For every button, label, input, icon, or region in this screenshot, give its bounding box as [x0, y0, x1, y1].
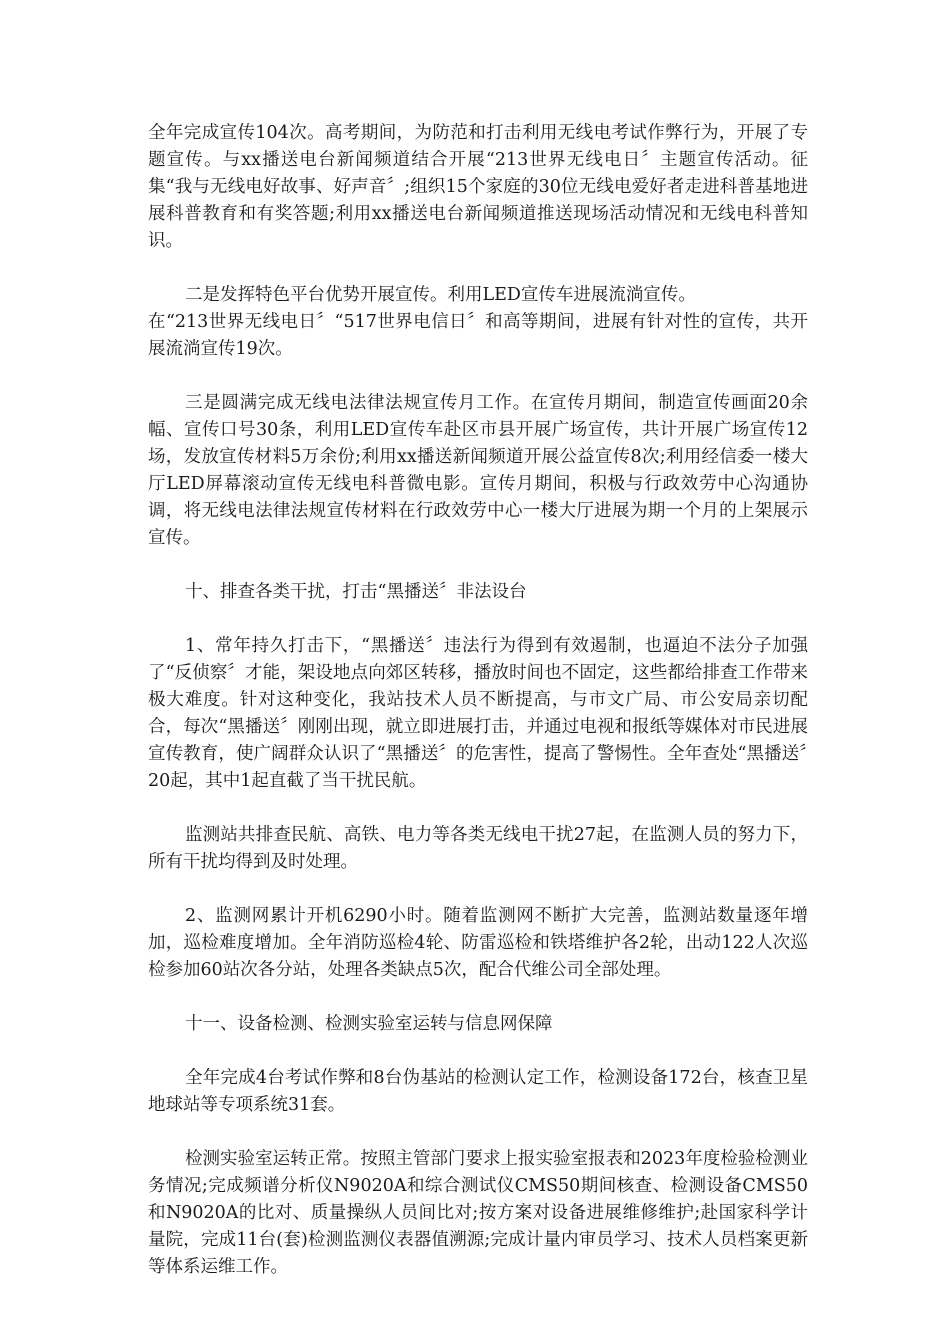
paragraph-device-testing: 全年完成4台考试作弊和8台伪基站的检测认定工作，检测设备172台，核查卫星地球站等专项系统31套。 — [148, 1068, 808, 1115]
paragraph-lab-operation: 检测实验室运转正常。按照主管部门要求上报实验室报表和2023年度检验检测业务情况;完成频谱分析仪N9020A和综合测试仪CMS50期间核查、检测设备CMS50和N9020A的比对、质量操纵人员间比对;按方案对设备进展维修维护;赴国家科学计量院，完成11台(套)检测监测仪表器值溯源;完成计量内审员学习、技术人员档案更新等体系运维工作。 — [148, 1149, 808, 1277]
paragraph-led-truck: 二是发挥特色平台优势开展宣传。利用LED宣传车进展流淌宣传。 — [185, 285, 696, 305]
paragraph-monitoring-network: 2、监测网累计开机6290小时。随着监测网不断扩大完善，监测站数量逐年增加，巡检难度增加。全年消防巡检4轮、防雷巡检和铁塔维护各2轮，出动122人次巡检参加60站次各分站，处理各类缺点5次，配合代维公司全部处理。 — [148, 906, 808, 980]
paragraph-black-broadcast: 1、常年持久打击下，“黑播送〞违法行为得到有效遏制，也逼迫不法分子加强了“反侦察〞才能，架设地点向郊区转移，播放时间也不固定，这些都给排查工作带来极大难度。针对这种变化，我站技术人员不断提高，与市文广局、市公安局亲切配合，每次“黑播送〞刚刚出现，就立即进展打击，并通过电视和报纸等媒体对市民进展宣传教育，使广阔群众认识了“黑播送〞的危害性，提高了警惕性。全年查处“黑播送〞20起，其中1起直截了当干扰民航。 — [148, 636, 808, 791]
section-heading-10: 十、排查各类干扰，打击“黑播送〞非法设台 — [185, 582, 527, 602]
paragraph-interference: 监测站共排查民航、高铁、电力等各类无线电干扰27起，在监测人员的努力下，所有干扰均得到及时处理。 — [148, 825, 808, 872]
document-body — [148, 120, 808, 1308]
paragraph-publicity-summary: 全年完成宣传104次。高考期间，为防范和打击利用无线电考试作弊行为，开展了专题宣传。与xx播送电台新闻频道结合开展“213世界无线电日〞主题宣传活动。征集“我与无线电好故事、好声音〞;组织15个家庭的30位无线电爱好者走进科普基地进展科普教育和有奖答题;利用xx播送电台新闻频道推送现场活动情况和无线电科普知识。 — [148, 123, 808, 251]
paragraph-mobile-publicity: 在“213世界无线电日〞“517世界电信日〞和高等期间，进展有针对性的宣传，共开展流淌宣传19次。 — [148, 312, 808, 359]
paragraph-law-month: 三是圆满完成无线电法律法规宣传月工作。在宣传月期间，制造宣传画面20余幅、宣传口号30条，利用LED宣传车赴区市县开展广场宣传，共计开展广场宣传12场，发放宣传材料5万余份;利用xx播送新闻频道开展公益宣传8次;利用经信委一楼大厅LED屏幕滚动宣传无线电科普微电影。宣传月期间，积极与行政效劳中心沟通协调，将无线电法律法规宣传材料在行政效劳中心一楼大厅进展为期一个月的上架展示宣传。 — [148, 393, 808, 548]
section-heading-11: 十一、设备检测、检测实验室运转与信息网保障 — [185, 1014, 553, 1034]
